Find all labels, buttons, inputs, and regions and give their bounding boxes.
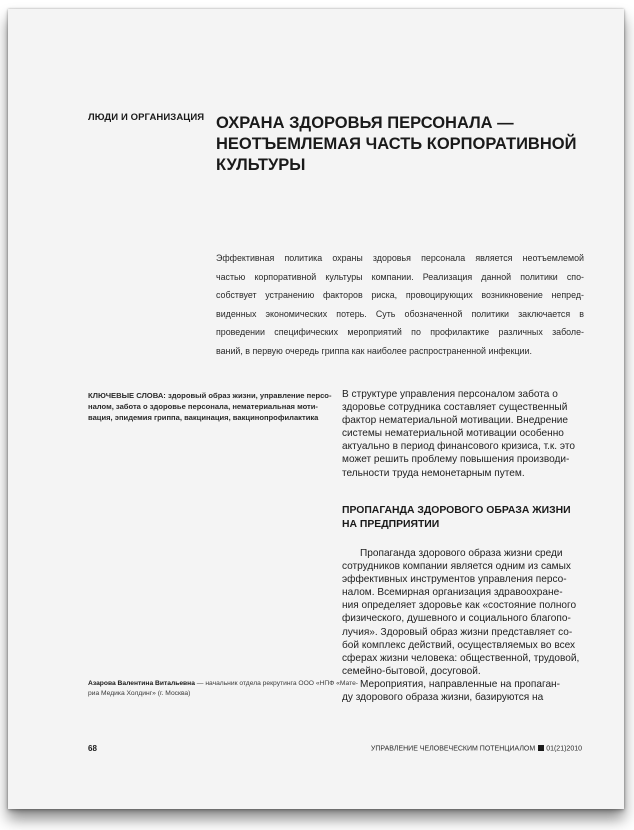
lead-line: собствует устранению факторов риска, провоцирующих возникновение непред- <box>216 290 584 301</box>
author-name: Азарова Валентина Витальевна <box>88 680 195 687</box>
author-line <box>88 679 359 689</box>
body-line: ду здорового образа жизни, базируются на <box>342 692 544 704</box>
body-text <box>342 547 588 704</box>
body-line: бой комплекс действий, осуществляемых во всех <box>342 639 576 651</box>
intro-line: здоровье сотрудника составляет существенный <box>342 402 568 414</box>
body-line: физического, душевного и социального благопо- <box>342 613 571 625</box>
title-line: НЕОТЪЕМЛЕМАЯ ЧАСТЬ КОРПОРАТИВНОЙ <box>216 135 577 153</box>
subheading-line: НА ПРЕДПРИЯТИИ <box>342 519 440 530</box>
intro-paragraph <box>342 388 588 480</box>
lead-line: Эффективная политика охраны здоровья персонала является неотъемлемой <box>216 253 584 263</box>
section-label: ЛЮДИ И ОРГАНИЗАЦИЯ <box>88 112 205 123</box>
section-heading <box>342 504 592 532</box>
intro-line: системы нематериальной мотивации особенно <box>342 428 564 440</box>
journal-name: УПРАВЛЕНИЕ ЧЕЛОВЕЧЕСКИМ ПОТЕНЦИАЛОМ <box>370 745 536 753</box>
keywords-line: вация, эпидемия гриппа, вакцинация, вакцинопрофилактика <box>88 413 319 423</box>
title-line: ОХРАНА ЗДОРОВЬЯ ПЕРСОНАЛА — <box>216 114 514 132</box>
article-title <box>216 113 576 176</box>
lead-line: ваний, в первую очередь гриппа как наиболее распространенной инфекции. <box>216 345 532 356</box>
author-note <box>88 679 359 699</box>
lead-line: проведении специфических мероприятий по профилактике различных заболе- <box>216 327 584 338</box>
square-separator-icon <box>538 745 544 751</box>
author-line: риа Медика Холдинг» (г. Москва) <box>88 690 191 698</box>
body-line: налом. Всемирная организация здравоохране- <box>342 587 563 599</box>
body-line: сферах жизни человека: общественной, трудовой, <box>342 652 580 664</box>
lead-line: частью корпоративной культуры компании. Реализация данной политики спо- <box>216 271 584 282</box>
body-line: эффективных инструментов управления персо- <box>342 574 567 586</box>
lead-paragraph <box>216 249 584 361</box>
body-line: лучия». Здоровый образ жизни представляет со- <box>342 626 573 638</box>
page <box>8 9 624 809</box>
body-line: ния определяет здоровье как «состояние полного <box>342 600 577 612</box>
keywords-block <box>88 390 330 424</box>
running-footer <box>371 745 582 753</box>
keywords-line: налом, забота о здоровье персонала, нематериальная моти- <box>88 402 318 412</box>
intro-line: может решить проблему повышения производи- <box>342 454 570 466</box>
page-number: 68 <box>88 744 97 753</box>
issue-number: 01(21)2010 <box>546 745 582 753</box>
lead-line: виденных экономических потерь. Суть обозначенной политики заключается в <box>216 308 584 319</box>
intro-line: актуально в период финансового кризиса, т.к. это <box>342 441 575 453</box>
subheading-line: ПРОПАГАНДА ЗДОРОВОГО ОБРАЗА ЖИЗНИ <box>342 505 571 516</box>
title-line: КУЛЬТУРЫ <box>216 156 306 174</box>
intro-line: В структуре управления персоналом забота о <box>342 389 558 400</box>
body-line: семейно-бытовой, досуговой. <box>342 665 481 677</box>
body-line: Мероприятия, направленные на пропаган- <box>360 678 560 690</box>
author-position: — начальник отдела рекрутинга ООО «НПФ «Мате- <box>194 680 359 687</box>
intro-line: тельности труда немонетарным путем. <box>342 467 525 479</box>
body-line: Пропаганда здорового образа жизни среди <box>360 548 563 559</box>
body-line: сотрудников компании является одним из самых <box>342 561 571 573</box>
keywords-line: КЛЮЧЕВЫЕ СЛОВА: здоровый образ жизни, управление персо- <box>88 391 332 400</box>
intro-line: фактор нематериальной мотивации. Внедрение <box>342 415 569 427</box>
